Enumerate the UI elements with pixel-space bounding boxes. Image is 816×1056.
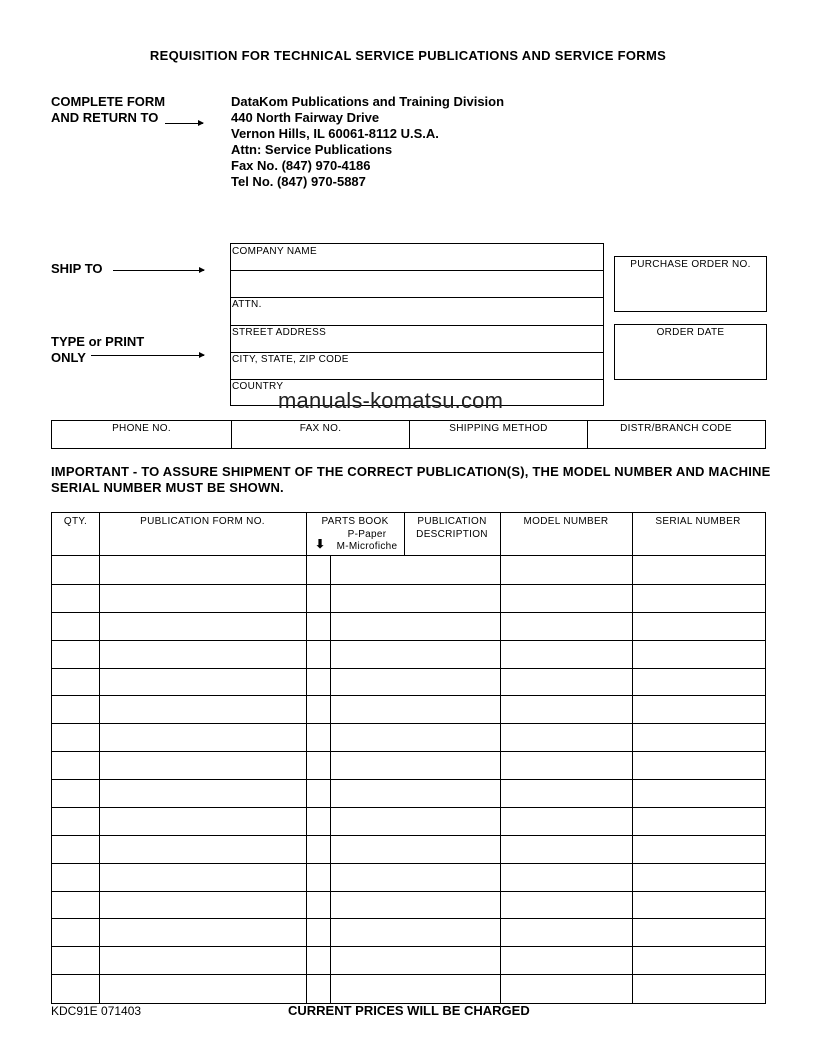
contact-row — [51, 420, 766, 449]
table-row[interactable] — [52, 863, 765, 864]
column-divider — [99, 513, 100, 1003]
company-name-field-2[interactable] — [231, 270, 603, 297]
purchase-order-label: PURCHASE ORDER NO. — [630, 259, 751, 270]
arrow-right-icon — [91, 355, 204, 356]
ship-address-block — [230, 243, 604, 406]
fax-label: FAX NO. — [299, 423, 342, 434]
order-date-field[interactable] — [614, 324, 767, 380]
return-label-line: COMPLETE FORM — [51, 94, 166, 109]
attn-field[interactable] — [231, 297, 603, 325]
arrow-right-icon — [113, 270, 204, 271]
parts-book-header: PARTS BOOK — [321, 516, 389, 527]
return-label — [51, 94, 165, 126]
city-field[interactable] — [231, 352, 603, 379]
table-row[interactable] — [52, 695, 765, 696]
table-row[interactable] — [52, 612, 765, 613]
type-print-line: ONLY — [51, 350, 86, 365]
table-row[interactable] — [52, 584, 765, 585]
company-name-label: COMPANY NAME — [232, 246, 317, 257]
return-address — [231, 94, 504, 190]
serial-header: SERIAL NUMBER — [655, 516, 741, 527]
address-line: DataKom Publications and Training Division — [231, 94, 505, 109]
microfiche-code: M-Microfiche — [336, 541, 398, 552]
address-line: Vernon Hills, IL 60061-8112 U.S.A. — [231, 126, 439, 141]
order-date-label: ORDER DATE — [656, 327, 725, 338]
publications-table — [51, 512, 766, 1004]
city-label: CITY, STATE, ZIP CODE — [232, 354, 349, 365]
arrow-down-icon: ⬇ — [315, 537, 326, 551]
form-no-header: PUBLICATION FORM NO. — [140, 516, 265, 527]
table-row[interactable] — [52, 668, 765, 669]
column-divider — [500, 513, 501, 1003]
table-row[interactable] — [52, 751, 765, 752]
table-row[interactable] — [52, 891, 765, 892]
description-header-line: PUBLICATION — [417, 516, 487, 527]
address-line: Attn: Service Publications — [231, 142, 393, 157]
table-row[interactable] — [52, 974, 765, 975]
type-print-line: TYPE or PRINT — [51, 334, 145, 349]
table-row[interactable] — [52, 835, 765, 836]
phone-label: PHONE NO. — [112, 423, 171, 434]
country-label: COUNTRY — [232, 381, 284, 392]
attn-label: ATTN. — [232, 299, 262, 310]
form-title: REQUISITION FOR TECHNICAL SERVICE PUBLICATIONS AND SERVICE FORMS — [149, 48, 667, 63]
street-field[interactable] — [231, 325, 603, 352]
table-row[interactable] — [52, 779, 765, 780]
header-divider — [52, 555, 765, 556]
purchase-order-field[interactable] — [614, 256, 767, 312]
form-code: KDC91E 071403 — [51, 1004, 142, 1018]
description-header-line: DESCRIPTION — [416, 529, 488, 540]
model-header: MODEL NUMBER — [523, 516, 609, 527]
price-note: CURRENT PRICES WILL BE CHARGED — [288, 1003, 530, 1018]
return-label-line: AND RETURN TO — [51, 110, 159, 125]
branch-code-label: DISTR/BRANCH CODE — [620, 423, 732, 434]
qty-header: QTY. — [63, 516, 88, 527]
ship-to-label: SHIP TO — [51, 261, 103, 276]
parts-book-codes — [330, 529, 404, 553]
fax-field[interactable] — [231, 421, 409, 448]
watermark: manuals-komatsu.com — [278, 388, 504, 413]
paper-code: P-Paper — [347, 529, 387, 540]
table-row[interactable] — [52, 946, 765, 947]
address-line: Tel No. (847) 970-5887 — [231, 174, 366, 189]
street-label: STREET ADDRESS — [232, 327, 327, 338]
phone-field[interactable] — [52, 421, 231, 448]
table-row[interactable] — [52, 723, 765, 724]
type-print-label — [51, 334, 144, 366]
description-header — [404, 515, 500, 541]
address-line: 440 North Fairway Drive — [231, 110, 380, 125]
shipping-method-field[interactable] — [409, 421, 587, 448]
address-line: Fax No. (847) 970-4186 — [231, 158, 371, 173]
table-row[interactable] — [52, 807, 765, 808]
shipping-method-label: SHIPPING METHOD — [449, 423, 548, 434]
arrow-right-icon — [165, 123, 203, 124]
table-row[interactable] — [52, 640, 765, 641]
table-row[interactable] — [52, 918, 765, 919]
column-divider — [632, 513, 633, 1003]
branch-code-field[interactable] — [587, 421, 764, 448]
important-note: IMPORTANT - TO ASSURE SHIPMENT OF THE CORRECT PUBLICATION(S), THE MODEL NUMBER AND MACHINE SERIAL NUMBER MUST BE SHOWN. — [51, 464, 771, 495]
column-divider — [306, 513, 307, 1003]
